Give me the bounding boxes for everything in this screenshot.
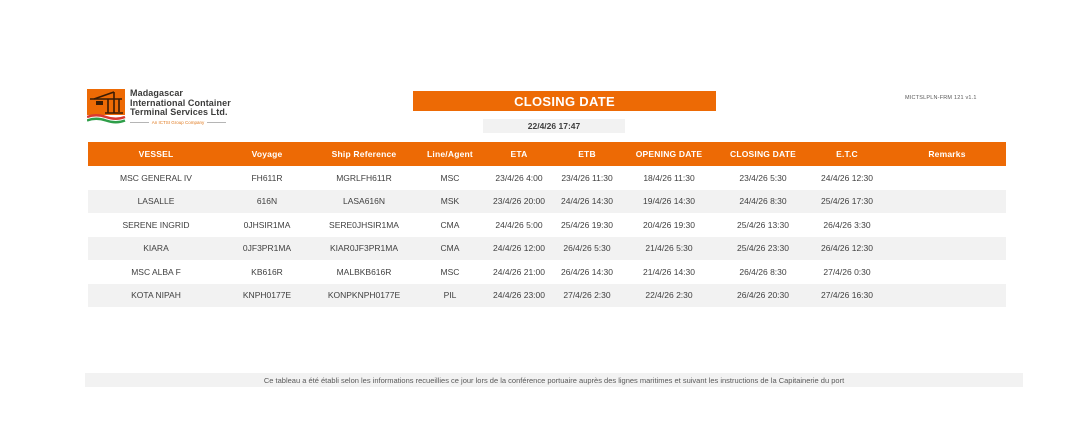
table-cell: 24/4/26 5:00 bbox=[482, 213, 556, 237]
table-cell: 21/4/26 5:30 bbox=[618, 237, 720, 261]
table-cell bbox=[888, 284, 1006, 308]
table-cell: 25/4/26 13:30 bbox=[720, 213, 806, 237]
table-cell: 0JF3PR1MA bbox=[224, 237, 310, 261]
table-cell: 24/4/26 8:30 bbox=[720, 190, 806, 214]
table-cell: 27/4/26 0:30 bbox=[806, 260, 888, 284]
table-cell: 18/4/26 11:30 bbox=[618, 166, 720, 190]
table-row bbox=[88, 260, 1006, 284]
table-cell bbox=[888, 260, 1006, 284]
column-header: Remarks bbox=[888, 142, 1006, 166]
table-cell bbox=[888, 166, 1006, 190]
footer-note: Ce tableau a été établi selon les informations recueillies ce jour lors de la conférence portuaire auprès des lignes maritimes et suivant les instructions de la Capitainerie du port bbox=[85, 373, 1023, 387]
table-cell: 19/4/26 14:30 bbox=[618, 190, 720, 214]
table-cell: KOTA NIPAH bbox=[88, 284, 224, 308]
table-cell: 27/4/26 16:30 bbox=[806, 284, 888, 308]
column-header: CLOSING DATE bbox=[720, 142, 806, 166]
table-cell: 26/4/26 14:30 bbox=[556, 260, 618, 284]
table-cell: SERENE INGRID bbox=[88, 213, 224, 237]
table-cell: 24/4/26 12:30 bbox=[806, 166, 888, 190]
table-cell: LASALLE bbox=[88, 190, 224, 214]
company-name bbox=[130, 89, 231, 125]
column-header: Ship Reference bbox=[310, 142, 418, 166]
table-cell: 25/4/26 17:30 bbox=[806, 190, 888, 214]
table-cell bbox=[888, 190, 1006, 214]
table-cell: MSK bbox=[418, 190, 482, 214]
column-header: Line/Agent bbox=[418, 142, 482, 166]
table-cell: 26/4/26 3:30 bbox=[806, 213, 888, 237]
table-cell: 25/4/26 19:30 bbox=[556, 213, 618, 237]
table-row bbox=[88, 213, 1006, 237]
table-cell: 26/4/26 8:30 bbox=[720, 260, 806, 284]
table-cell: 25/4/26 23:30 bbox=[720, 237, 806, 261]
schedule-table bbox=[88, 142, 1006, 307]
table-cell: MSC ALBA F bbox=[88, 260, 224, 284]
tagline-rule-left bbox=[130, 122, 149, 123]
company-tagline bbox=[130, 120, 226, 125]
table-cell: CMA bbox=[418, 237, 482, 261]
company-name-line2: International Container bbox=[130, 97, 231, 108]
table-cell: MSC bbox=[418, 260, 482, 284]
table-cell: 24/4/26 21:00 bbox=[482, 260, 556, 284]
table-header-row bbox=[88, 142, 1006, 166]
table-cell: FH611R bbox=[224, 166, 310, 190]
tagline-text: An ICTSI Group Company bbox=[151, 119, 205, 125]
column-header: Voyage bbox=[224, 142, 310, 166]
table-cell: 20/4/26 19:30 bbox=[618, 213, 720, 237]
table-cell: MSC bbox=[418, 166, 482, 190]
table-cell: 22/4/26 2:30 bbox=[618, 284, 720, 308]
column-header: ETA bbox=[482, 142, 556, 166]
table-cell: 23/4/26 11:30 bbox=[556, 166, 618, 190]
company-name-line3: Terminal Services Ltd. bbox=[130, 107, 228, 117]
column-header: ETB bbox=[556, 142, 618, 166]
table-cell: 24/4/26 23:00 bbox=[482, 284, 556, 308]
table-cell: 24/4/26 12:00 bbox=[482, 237, 556, 261]
table-cell: KIAR0JF3PR1MA bbox=[310, 237, 418, 261]
column-header: VESSEL bbox=[88, 142, 224, 166]
table-row bbox=[88, 166, 1006, 190]
table-cell: SERE0JHSIR1MA bbox=[310, 213, 418, 237]
table-cell: 23/4/26 20:00 bbox=[482, 190, 556, 214]
table-cell: 616N bbox=[224, 190, 310, 214]
table-row bbox=[88, 284, 1006, 308]
table-cell: KONPKNPH0177E bbox=[310, 284, 418, 308]
table-cell: 26/4/26 5:30 bbox=[556, 237, 618, 261]
table-cell: 23/4/26 4:00 bbox=[482, 166, 556, 190]
table-cell: KIARA bbox=[88, 237, 224, 261]
table-cell: KNPH0177E bbox=[224, 284, 310, 308]
table-cell: 21/4/26 14:30 bbox=[618, 260, 720, 284]
table-cell: 27/4/26 2:30 bbox=[556, 284, 618, 308]
table-cell: 26/4/26 20:30 bbox=[720, 284, 806, 308]
table-cell: 23/4/26 5:30 bbox=[720, 166, 806, 190]
closing-date-banner: CLOSING DATE bbox=[413, 91, 716, 111]
table-cell: MGRLFH611R bbox=[310, 166, 418, 190]
table-cell: KB616R bbox=[224, 260, 310, 284]
table-cell: MSC GENERAL IV bbox=[88, 166, 224, 190]
tagline-rule-right bbox=[207, 122, 226, 123]
table-cell: 26/4/26 12:30 bbox=[806, 237, 888, 261]
table-cell bbox=[888, 213, 1006, 237]
table-cell: LASA616N bbox=[310, 190, 418, 214]
column-header: OPENING DATE bbox=[618, 142, 720, 166]
report-timestamp: 22/4/26 17:47 bbox=[483, 119, 625, 133]
table-cell bbox=[888, 237, 1006, 261]
table-cell: 24/4/26 14:30 bbox=[556, 190, 618, 214]
company-name-line1: Madagascar bbox=[130, 88, 184, 98]
company-logo bbox=[87, 89, 231, 125]
table-body bbox=[88, 166, 1006, 307]
table-cell: MALBKB616R bbox=[310, 260, 418, 284]
crane-flag-icon bbox=[87, 89, 126, 124]
table-row bbox=[88, 237, 1006, 261]
table-cell: CMA bbox=[418, 213, 482, 237]
document-reference: MICTSLPLN-FRM 121 v1.1 bbox=[905, 95, 977, 101]
table-row bbox=[88, 190, 1006, 214]
table-cell: PIL bbox=[418, 284, 482, 308]
table-cell: 0JHSIR1MA bbox=[224, 213, 310, 237]
column-header: E.T.C bbox=[806, 142, 888, 166]
